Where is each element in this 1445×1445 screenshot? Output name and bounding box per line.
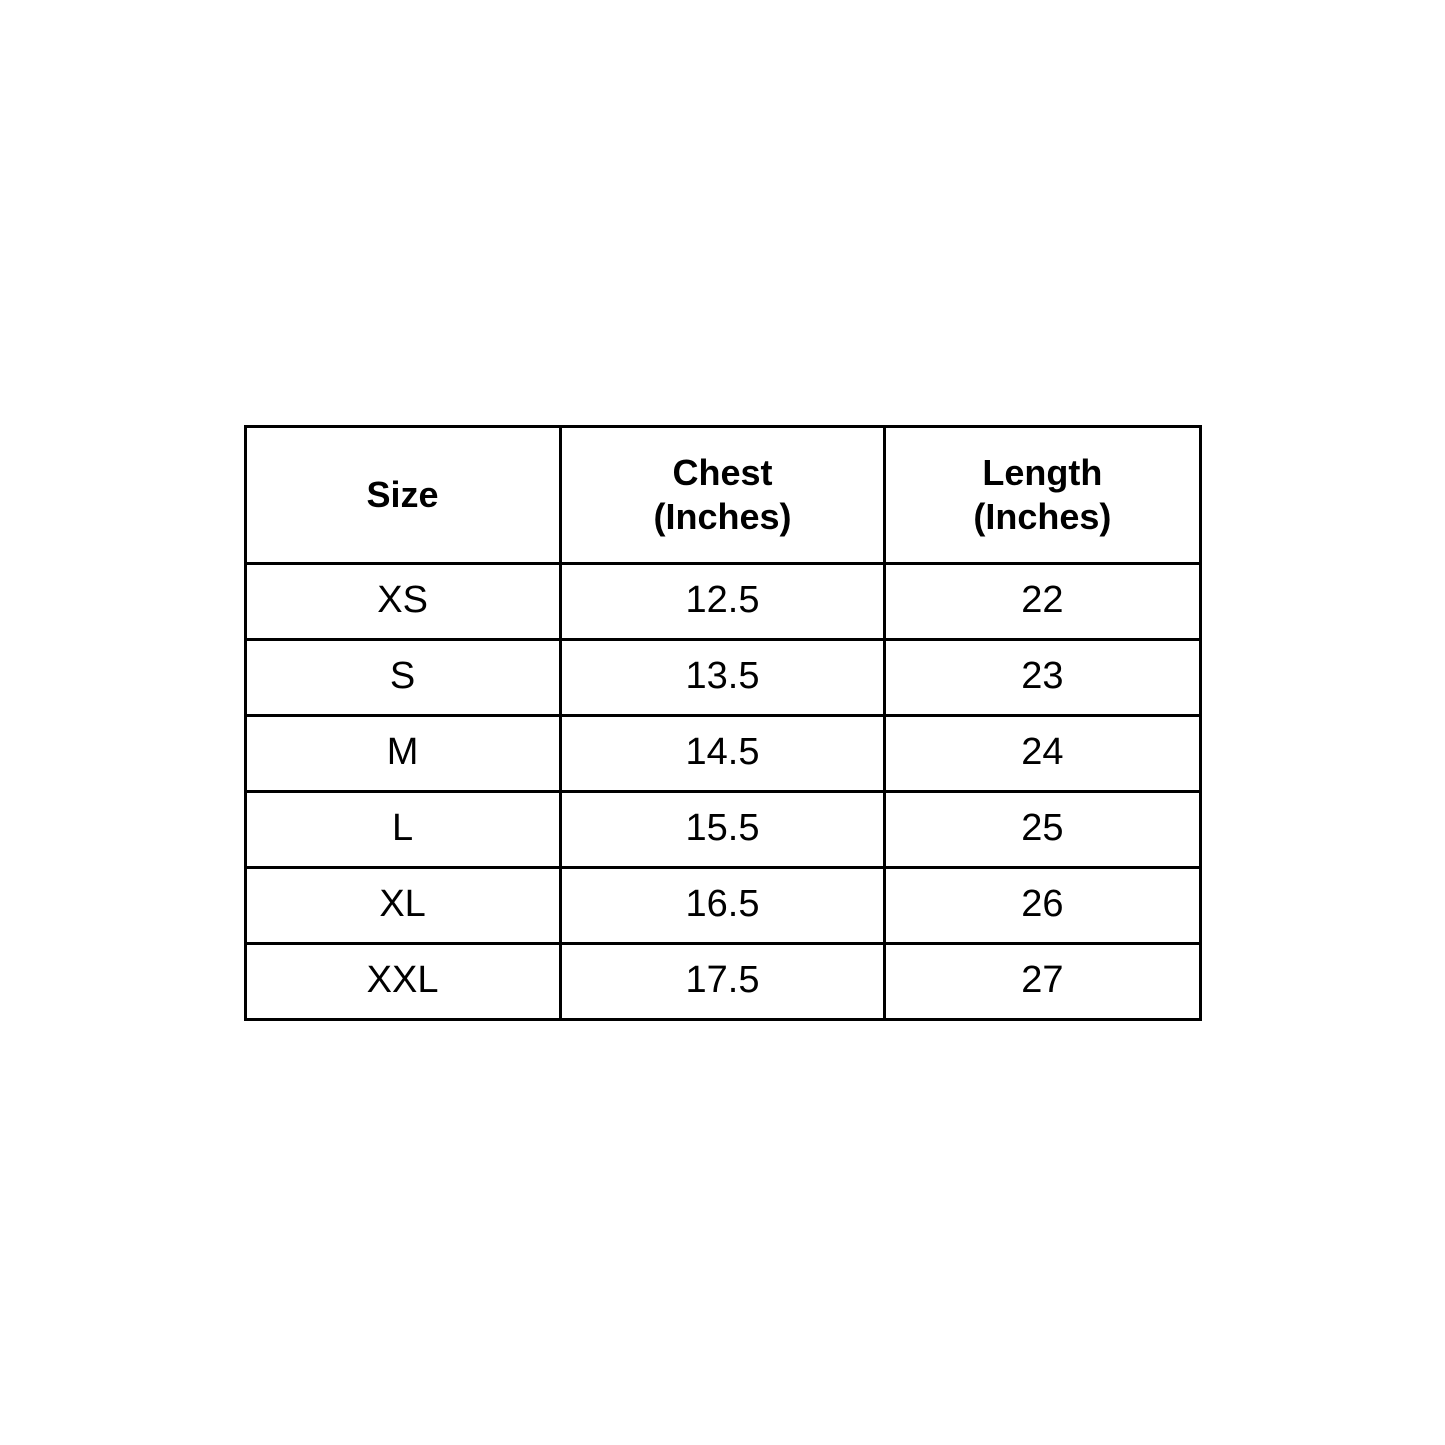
table-body bbox=[245, 563, 1200, 1019]
cell-length: 27 bbox=[885, 943, 1200, 1019]
cell-size: XL bbox=[245, 867, 560, 943]
cell-size: XS bbox=[245, 563, 560, 639]
table-header bbox=[245, 426, 1200, 563]
table-row bbox=[245, 943, 1200, 1019]
cell-length: 23 bbox=[885, 639, 1200, 715]
column-header-chest bbox=[560, 426, 885, 563]
cell-length: 25 bbox=[885, 791, 1200, 867]
size-chart-table bbox=[244, 425, 1202, 1021]
cell-chest: 12.5 bbox=[560, 563, 885, 639]
cell-size: S bbox=[245, 639, 560, 715]
cell-length: 26 bbox=[885, 867, 1200, 943]
table-row bbox=[245, 867, 1200, 943]
column-header-size bbox=[245, 426, 560, 563]
table-row bbox=[245, 715, 1200, 791]
column-header-chest-unit: (Inches) bbox=[653, 495, 792, 537]
cell-size: M bbox=[245, 715, 560, 791]
cell-chest: 15.5 bbox=[560, 791, 885, 867]
column-header-chest-label: Chest bbox=[672, 451, 773, 493]
size-chart-container bbox=[244, 425, 1202, 1021]
column-header-size-label: Size bbox=[366, 473, 439, 515]
cell-size: XXL bbox=[245, 943, 560, 1019]
column-header-length bbox=[885, 426, 1200, 563]
table-row bbox=[245, 639, 1200, 715]
cell-length: 22 bbox=[885, 563, 1200, 639]
cell-chest: 14.5 bbox=[560, 715, 885, 791]
column-header-length-label: Length bbox=[982, 451, 1103, 493]
table-row bbox=[245, 791, 1200, 867]
cell-chest: 17.5 bbox=[560, 943, 885, 1019]
table-row bbox=[245, 563, 1200, 639]
cell-size: L bbox=[245, 791, 560, 867]
column-header-length-unit: (Inches) bbox=[973, 495, 1112, 537]
cell-length: 24 bbox=[885, 715, 1200, 791]
cell-chest: 16.5 bbox=[560, 867, 885, 943]
table-header-row bbox=[245, 426, 1200, 563]
cell-chest: 13.5 bbox=[560, 639, 885, 715]
